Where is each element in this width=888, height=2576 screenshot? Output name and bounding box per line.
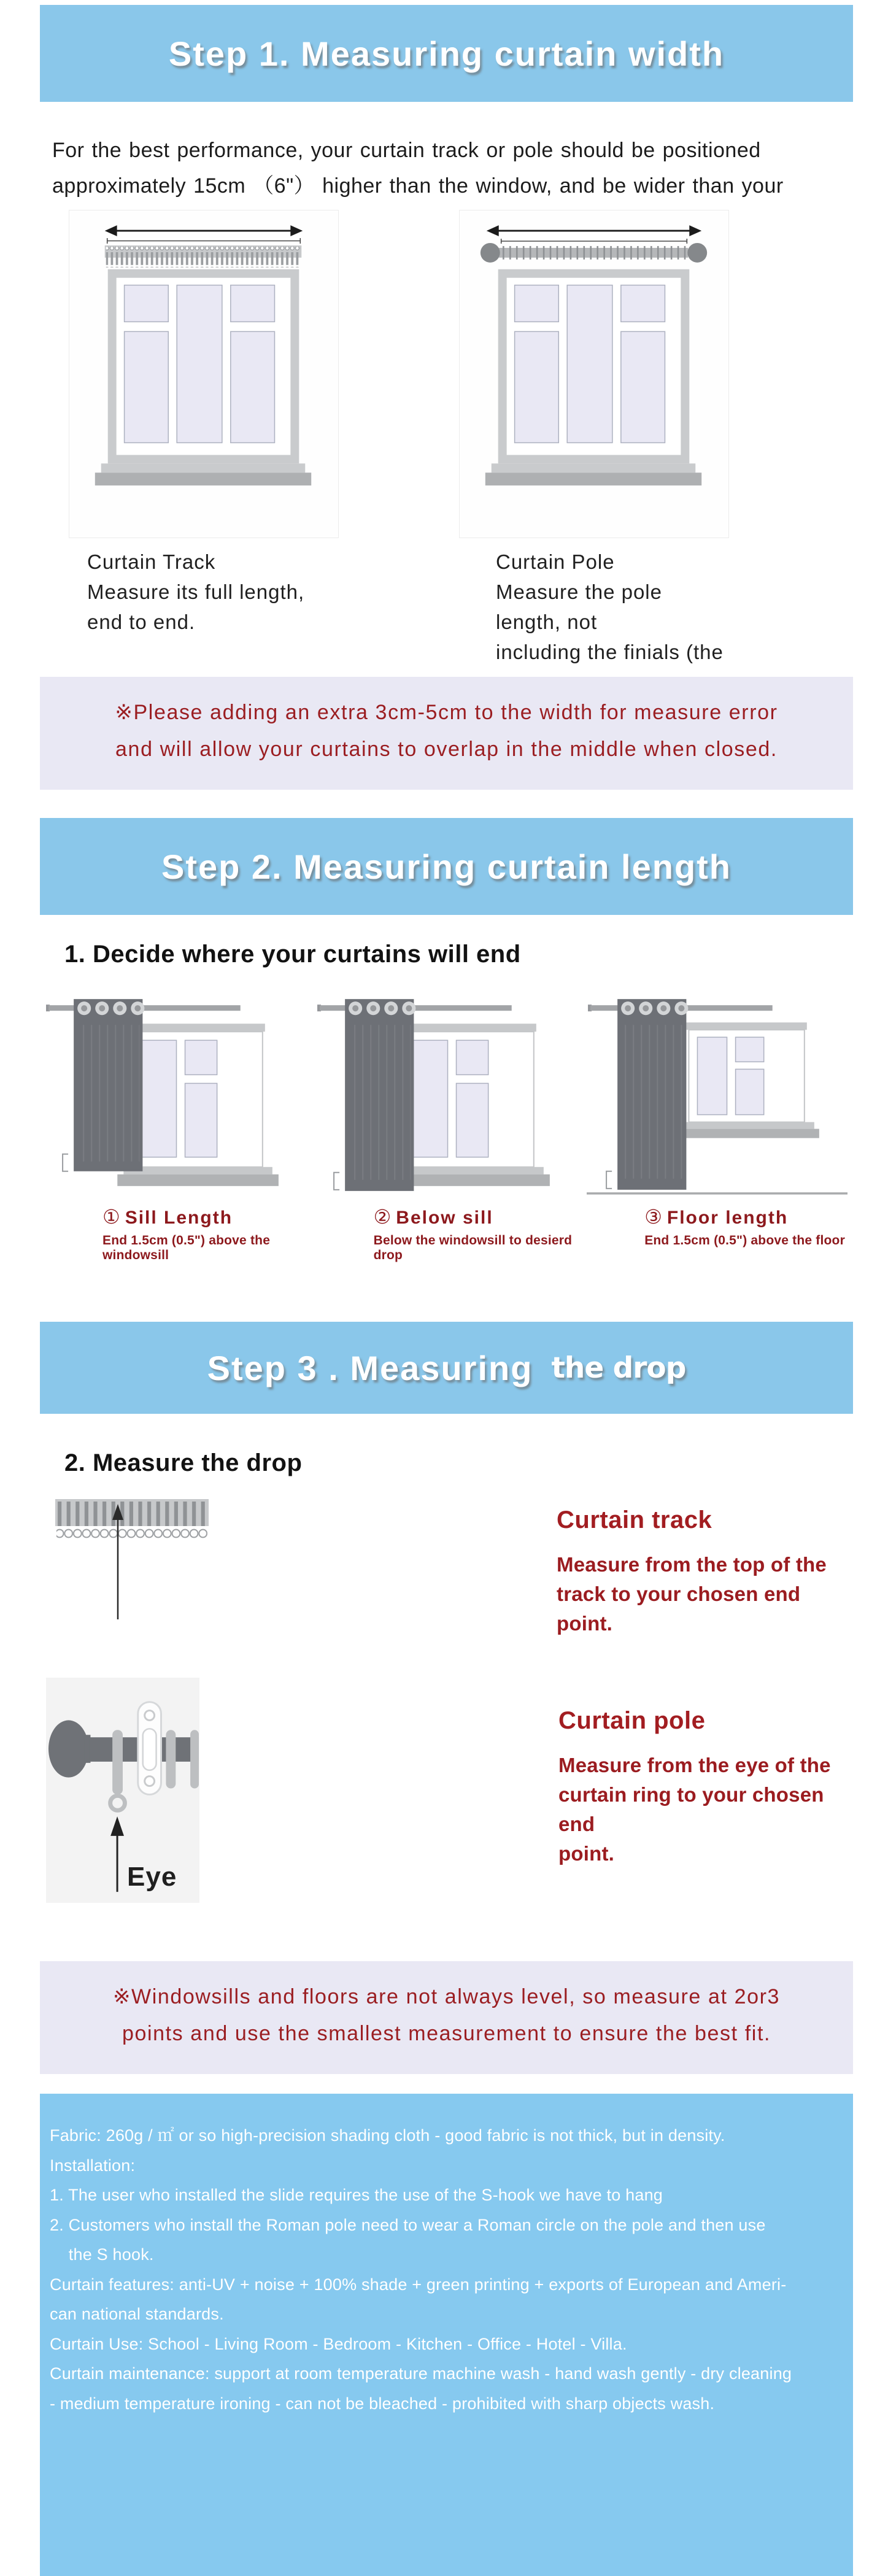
step1-banner-text: Step 1. Measuring curtain width <box>168 34 725 73</box>
option-floor-length <box>582 987 853 1263</box>
curtain-pole-caption-line2: including the finials (the <box>496 641 724 663</box>
window-graphic <box>485 269 701 485</box>
pole-drop-title: Curtain pole <box>558 1707 706 1734</box>
track-drop-title: Curtain track <box>557 1506 712 1533</box>
curtain-pole-caption-line1: Measure the pole length, not <box>496 580 662 633</box>
step2-banner <box>40 818 853 915</box>
step3-banner <box>40 1322 853 1414</box>
curtain-graphic <box>74 999 144 1171</box>
below-sill-desc: Below the windowsill to desierd drop <box>373 1233 573 1262</box>
below-sill-title: ② Below sill <box>373 1206 493 1228</box>
track-graphic <box>105 245 302 268</box>
ring-eye <box>110 1795 125 1810</box>
wall-bracket <box>138 1702 161 1795</box>
level-note-line1: ※Windowsills and floors are not always level, so measure at 2or3 <box>112 1985 781 2008</box>
level-note-line2: points and use the smallest measurement to ensure the best fit. <box>122 2022 771 2045</box>
curtain-pole-caption-title: Curtain Pole <box>496 550 615 573</box>
curtain-track-window-box <box>69 210 339 538</box>
pole-drop-panel <box>46 1678 199 1903</box>
info-line-install-2: 2. Customers who install the Roman pole need to wear a Roman circle on the pole and then use <box>50 2215 766 2234</box>
floor-length-diagram <box>582 987 852 1199</box>
step1-diagram-row <box>40 210 853 667</box>
floor-length-desc: End 1.5cm (0.5") above the floor <box>644 1233 845 1248</box>
pole-drop-row <box>40 1678 853 1906</box>
drop-bracket <box>606 1171 612 1189</box>
up-arrow-icon <box>110 1816 124 1892</box>
track-gliders <box>56 1502 207 1542</box>
measure-bracket <box>501 239 687 244</box>
measure-bracket <box>107 238 301 244</box>
step3-banner-subtext: the drop <box>551 1351 686 1385</box>
pole-graphic <box>481 243 707 263</box>
info-line-fabric: Fabric: 260g / ㎡ or so high-precision shading cloth - good fabric is not thick, but in density. <box>50 2126 725 2145</box>
info-line-features: Curtain features: anti-UV + noise + 100% shade + green printing + exports of European and Ameri- <box>50 2275 787 2294</box>
curtain-ring <box>190 1730 199 1788</box>
eye-label: Eye <box>127 1862 177 1892</box>
curtain-ring <box>166 1730 176 1788</box>
window-graphic <box>674 1022 820 1138</box>
curtain-pole-window-diagram <box>460 210 728 538</box>
option-sill-length <box>40 987 311 1263</box>
width-note <box>40 677 853 790</box>
option-below-sill <box>311 987 582 1263</box>
curtain-track-caption <box>69 547 339 637</box>
step1-intro <box>40 133 853 204</box>
info-line-installation: Installation: <box>50 2156 136 2175</box>
sill-length-title: ① Sill Length <box>102 1206 233 1228</box>
double-arrow-icon <box>105 225 303 236</box>
window-graphic <box>95 269 311 485</box>
drop-bracket <box>334 1173 339 1190</box>
curtain-pole-caption <box>459 547 729 667</box>
curtain-track-caption-title: Curtain Track <box>87 550 216 573</box>
curtain-pole-window-box <box>459 210 729 538</box>
sill-length-caption <box>40 1205 311 1263</box>
curtain-track-caption-line: Measure its full length, end to end. <box>87 580 305 633</box>
floor-length-caption <box>582 1205 853 1248</box>
measure-drop-heading: 2. Measure the drop <box>64 1449 303 1476</box>
below-sill-caption <box>311 1205 582 1263</box>
intro-line-1: For the best performance, your curtain track or pole should be positioned <box>52 139 761 162</box>
curtain-pole-column <box>459 210 729 667</box>
circled-1-icon: ① <box>102 1206 120 1228</box>
pole-drop-text <box>558 1707 853 1868</box>
circled-2-icon: ② <box>373 1206 392 1228</box>
pole-drop-desc: Measure from the eye of the curtain ring to your chosen end point. <box>558 1754 831 1865</box>
track-drop-desc: Measure from the top of the track to your chosen end point. <box>557 1553 827 1635</box>
length-options-row <box>40 987 853 1263</box>
curtain-track-drop-diagram <box>55 1495 239 1625</box>
step1-banner <box>40 5 853 102</box>
circled-3-icon: ③ <box>644 1206 662 1228</box>
drop-bracket <box>63 1154 68 1171</box>
curtain-graphic <box>345 999 415 1191</box>
product-info-block <box>40 2094 853 2576</box>
info-line-install-1: 1. The user who installed the slide requires the use of the S-hook we have to hang <box>50 2186 663 2204</box>
info-line-install-2b: the S hook. <box>50 2245 154 2264</box>
info-line-features-b: can national standards. <box>50 2305 224 2323</box>
double-arrow-icon <box>487 225 701 236</box>
pole-graphic <box>48 1720 199 1777</box>
level-note <box>40 1961 853 2074</box>
intro-line-2: approximately 15cm （6"） higher than the window, and be wider than your <box>52 174 784 198</box>
width-note-line2: and will allow your curtains to overlap in the middle when closed. <box>115 738 778 761</box>
width-note-line1: ※Please adding an extra 3cm-5cm to the width for measure error <box>115 701 778 724</box>
track-drop-text <box>557 1506 853 1638</box>
decide-heading: 1. Decide where your curtains will end <box>64 941 521 968</box>
sill-length-desc: End 1.5cm (0.5") above the windowsill <box>102 1233 271 1262</box>
info-line-maintenance: Curtain maintenance: support at room temperature machine wash - hand wash gently - dry cleaning <box>50 2364 792 2383</box>
info-line-use: Curtain Use: School - Living Room - Bedroom - Kitchen - Office - Hotel - Villa. <box>50 2334 627 2353</box>
curtain-ring <box>112 1730 123 1794</box>
sill-length-diagram <box>40 987 311 1199</box>
floor-length-title: ③ Floor length <box>644 1206 789 1228</box>
curtain-graphic <box>617 999 688 1190</box>
step2-banner-text: Step 2. Measuring curtain length <box>161 847 732 886</box>
curtain-track-column <box>69 210 339 667</box>
step3-banner-text: Step 3 . Measuring <box>207 1348 533 1387</box>
info-line-maintenance-b: - medium temperature ironing - can not be bleached - prohibited with sharp objects wash. <box>50 2394 715 2413</box>
track-drop-row <box>40 1495 853 1635</box>
curtain-track-window-diagram <box>69 210 338 538</box>
below-sill-diagram <box>311 987 582 1199</box>
